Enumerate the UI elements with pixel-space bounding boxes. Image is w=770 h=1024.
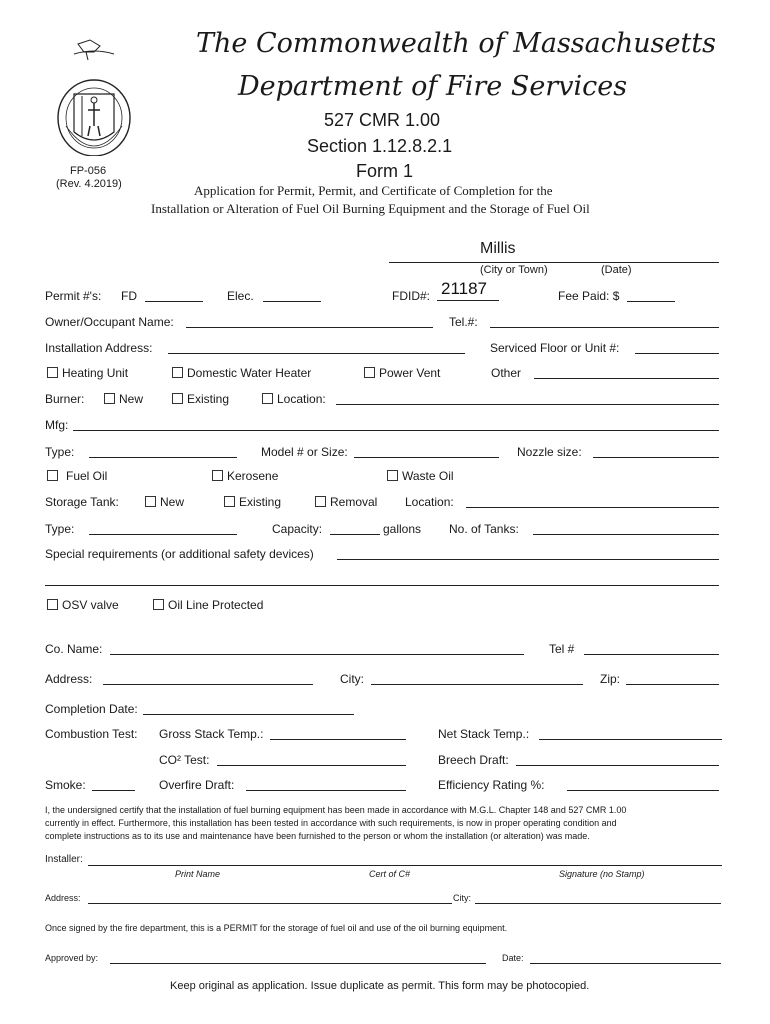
approved-by-field[interactable] xyxy=(110,963,486,964)
model-field[interactable] xyxy=(354,457,499,458)
gross-stack-label: Gross Stack Temp.: xyxy=(159,727,264,741)
commonwealth-title: The Commonwealth of Massachusetts xyxy=(196,28,717,59)
waste-oil-option[interactable] xyxy=(387,469,454,483)
installer-address-field[interactable] xyxy=(88,903,452,904)
company-name-label: Co. Name: xyxy=(45,642,103,656)
osv-valve-label: OSV valve xyxy=(62,598,119,612)
overfire-draft-label: Overfire Draft: xyxy=(159,778,235,792)
fdid-label: FDID#: xyxy=(392,289,431,303)
permit-note: Once signed by the fire department, this is a PERMIT for the storage of fuel oil and use of the oil burning equipment. xyxy=(45,923,508,933)
oil-line-label: Oil Line Protected xyxy=(168,598,264,612)
fuel-oil-label: Fuel Oil xyxy=(66,469,108,483)
breech-draft-label: Breech Draft: xyxy=(438,753,509,767)
print-name-label: Print Name xyxy=(175,869,221,879)
approved-by-label: Approved by: xyxy=(45,953,99,963)
tank-location-field[interactable] xyxy=(466,507,719,508)
installer-address-label: Address: xyxy=(45,893,81,903)
company-name-field[interactable] xyxy=(110,654,524,655)
burner-new-checkbox[interactable] xyxy=(104,393,115,404)
water-heater-option[interactable] xyxy=(172,366,311,380)
burner-existing-option[interactable] xyxy=(172,392,229,406)
form-number: FP-056 xyxy=(70,165,107,177)
date-label: (Date) xyxy=(601,264,632,276)
power-vent-label: Power Vent xyxy=(379,366,441,380)
form-revision: (Rev. 4.2019) xyxy=(56,178,122,190)
other-label: Other xyxy=(491,366,522,380)
installer-city-field[interactable] xyxy=(475,903,721,904)
burner-location-field[interactable] xyxy=(336,404,719,405)
special-requirements-field[interactable] xyxy=(337,559,719,560)
tank-existing-label: Existing xyxy=(239,495,282,509)
num-tanks-label: No. of Tanks: xyxy=(449,522,519,536)
fd-field[interactable] xyxy=(145,301,203,302)
nozzle-field[interactable] xyxy=(593,457,719,458)
company-city-field[interactable] xyxy=(371,684,583,685)
breech-draft-field[interactable] xyxy=(516,765,719,766)
city-value[interactable]: Millis xyxy=(480,240,516,257)
burner-existing-label: Existing xyxy=(187,392,230,406)
mfg-label: Mfg: xyxy=(45,418,69,432)
burner-new-option[interactable] xyxy=(104,392,143,406)
company-city-label: City: xyxy=(340,672,364,686)
tank-new-option[interactable] xyxy=(145,495,184,509)
kerosene-option[interactable] xyxy=(212,469,278,483)
company-address-label: Address: xyxy=(45,672,93,686)
tank-removal-label: Removal xyxy=(330,495,378,509)
osv-valve-checkbox[interactable] xyxy=(47,599,58,610)
certification-line1: I, the undersigned certify that the installation of fuel burning equipment has been made in accordance with M.G.L. Chapter 148 and 527 CMR 1.00 xyxy=(45,805,627,815)
fee-field[interactable] xyxy=(627,301,675,302)
city-label: (City or Town) xyxy=(480,264,548,276)
form-subtitle-line2: Installation or Alteration of Fuel Oil Burning Equipment and the Storage of Fuel Oil xyxy=(151,201,590,216)
fdid-value[interactable]: 21187 xyxy=(441,279,488,298)
co2-test-label: CO² Test: xyxy=(159,753,210,767)
power-vent-option[interactable] xyxy=(364,366,440,380)
company-zip-label: Zip: xyxy=(600,672,621,686)
oil-line-checkbox[interactable] xyxy=(153,599,164,610)
company-tel-field[interactable] xyxy=(584,654,719,655)
section-number: Section 1.12.8.2.1 xyxy=(307,136,453,156)
owner-name-field[interactable] xyxy=(186,327,433,328)
combustion-test-label: Combustion Test: xyxy=(45,727,138,741)
burner-new-label: New xyxy=(119,392,144,406)
approval-date-label: Date: xyxy=(502,953,524,963)
burner-location-option[interactable] xyxy=(262,392,326,406)
burner-type-field[interactable] xyxy=(89,457,237,458)
regulation-code: 527 CMR 1.00 xyxy=(324,110,441,130)
mfg-field[interactable] xyxy=(73,430,719,431)
water-heater-checkbox[interactable] xyxy=(172,367,183,378)
nozzle-label: Nozzle size: xyxy=(517,445,582,459)
completion-date-field[interactable] xyxy=(143,714,354,715)
net-stack-field[interactable] xyxy=(539,739,722,740)
water-heater-label: Domestic Water Heater xyxy=(187,366,312,380)
waste-oil-label: Waste Oil xyxy=(402,469,454,483)
certification-line2: currently in effect. Furthermore, this installation has been tested in accordance with such requirements, is now in proper operating condition and xyxy=(45,818,617,828)
burner-location-label: Location: xyxy=(277,392,326,406)
approval-date-field[interactable] xyxy=(530,963,721,964)
signature-label: Signature (no Stamp) xyxy=(559,869,645,879)
burner-location-checkbox[interactable] xyxy=(262,393,273,404)
permit-label: Permit #'s: xyxy=(45,289,102,303)
num-tanks-field[interactable] xyxy=(533,534,719,535)
burner-label: Burner: xyxy=(45,392,85,406)
fuel-oil-option[interactable] xyxy=(47,469,107,483)
kerosene-checkbox[interactable] xyxy=(212,470,223,481)
elec-field[interactable] xyxy=(263,301,321,302)
tank-type-field[interactable] xyxy=(89,534,237,535)
capacity-label: Capacity: xyxy=(272,522,323,536)
footer-note: Keep original as application. Issue duplicate as permit. This form may be photocopied. xyxy=(170,980,590,992)
certification-line3: complete instructions as to its use and maintenance have been furnished to the person or whom the installation (or alteration) was made. xyxy=(45,831,590,841)
storage-tank-label: Storage Tank: xyxy=(45,495,119,509)
co2-test-field[interactable] xyxy=(217,765,406,766)
burner-type-label: Type: xyxy=(45,445,75,459)
tank-new-checkbox[interactable] xyxy=(145,496,156,507)
gallons-label: gallons xyxy=(383,522,422,536)
install-address-label: Installation Address: xyxy=(45,341,153,355)
oil-line-option[interactable] xyxy=(153,598,263,612)
install-address-field[interactable] xyxy=(168,353,465,354)
floor-field[interactable] xyxy=(635,353,719,354)
tank-removal-option[interactable] xyxy=(315,495,377,509)
heating-unit-label: Heating Unit xyxy=(62,366,129,380)
tank-existing-checkbox[interactable] xyxy=(224,496,235,507)
tank-removal-checkbox[interactable] xyxy=(315,496,326,507)
completion-date-label: Completion Date: xyxy=(45,702,138,716)
tank-existing-option[interactable] xyxy=(224,495,281,509)
form-subtitle-line1: Application for Permit, Permit, and Certificate of Completion for the xyxy=(194,183,553,198)
tank-new-label: New xyxy=(160,495,185,509)
department-title: Department of Fire Services xyxy=(238,71,628,102)
massachusetts-seal xyxy=(48,36,140,156)
efficiency-field[interactable] xyxy=(567,790,719,791)
burner-existing-checkbox[interactable] xyxy=(172,393,183,404)
capacity-field[interactable] xyxy=(330,534,380,535)
other-field[interactable] xyxy=(534,378,719,379)
power-vent-checkbox[interactable] xyxy=(364,367,375,378)
owner-tel-label: Tel.#: xyxy=(449,315,478,329)
fee-label: Fee Paid: $ xyxy=(558,289,620,303)
fdid-field xyxy=(437,300,499,301)
company-address-field[interactable] xyxy=(103,684,313,685)
efficiency-label: Efficiency Rating %: xyxy=(438,778,545,792)
gross-stack-field[interactable] xyxy=(270,739,406,740)
osv-valve-option[interactable] xyxy=(47,598,119,612)
heating-unit-option[interactable] xyxy=(47,366,128,380)
special-requirements-label: Special requirements (or additional safety devices) xyxy=(45,547,314,561)
tank-location-label: Location: xyxy=(405,495,454,509)
kerosene-label: Kerosene xyxy=(227,469,279,483)
form-title: Form 1 xyxy=(356,161,414,181)
heating-unit-checkbox[interactable] xyxy=(47,367,58,378)
fd-label: FD xyxy=(121,289,137,303)
owner-name-label: Owner/Occupant Name: xyxy=(45,315,174,329)
floor-label: Serviced Floor or Unit #: xyxy=(490,341,620,355)
owner-tel-field[interactable] xyxy=(490,327,719,328)
elec-label: Elec. xyxy=(227,289,254,303)
fuel-oil-checkbox[interactable] xyxy=(47,470,58,481)
model-label: Model # or Size: xyxy=(261,445,348,459)
city-date-line xyxy=(389,262,719,263)
overfire-draft-field[interactable] xyxy=(246,790,406,791)
special-requirements-field-2[interactable] xyxy=(45,585,719,586)
waste-oil-checkbox[interactable] xyxy=(387,470,398,481)
installer-field[interactable] xyxy=(88,865,722,866)
installer-label: Installer: xyxy=(45,854,83,865)
net-stack-label: Net Stack Temp.: xyxy=(438,727,530,741)
installer-city-label: City: xyxy=(453,893,471,903)
company-zip-field[interactable] xyxy=(626,684,719,685)
company-tel-label: Tel # xyxy=(549,642,575,656)
tank-type-label: Type: xyxy=(45,522,75,536)
cert-label: Cert of C# xyxy=(369,869,411,879)
smoke-field[interactable] xyxy=(92,790,135,791)
smoke-label: Smoke: xyxy=(45,778,86,792)
